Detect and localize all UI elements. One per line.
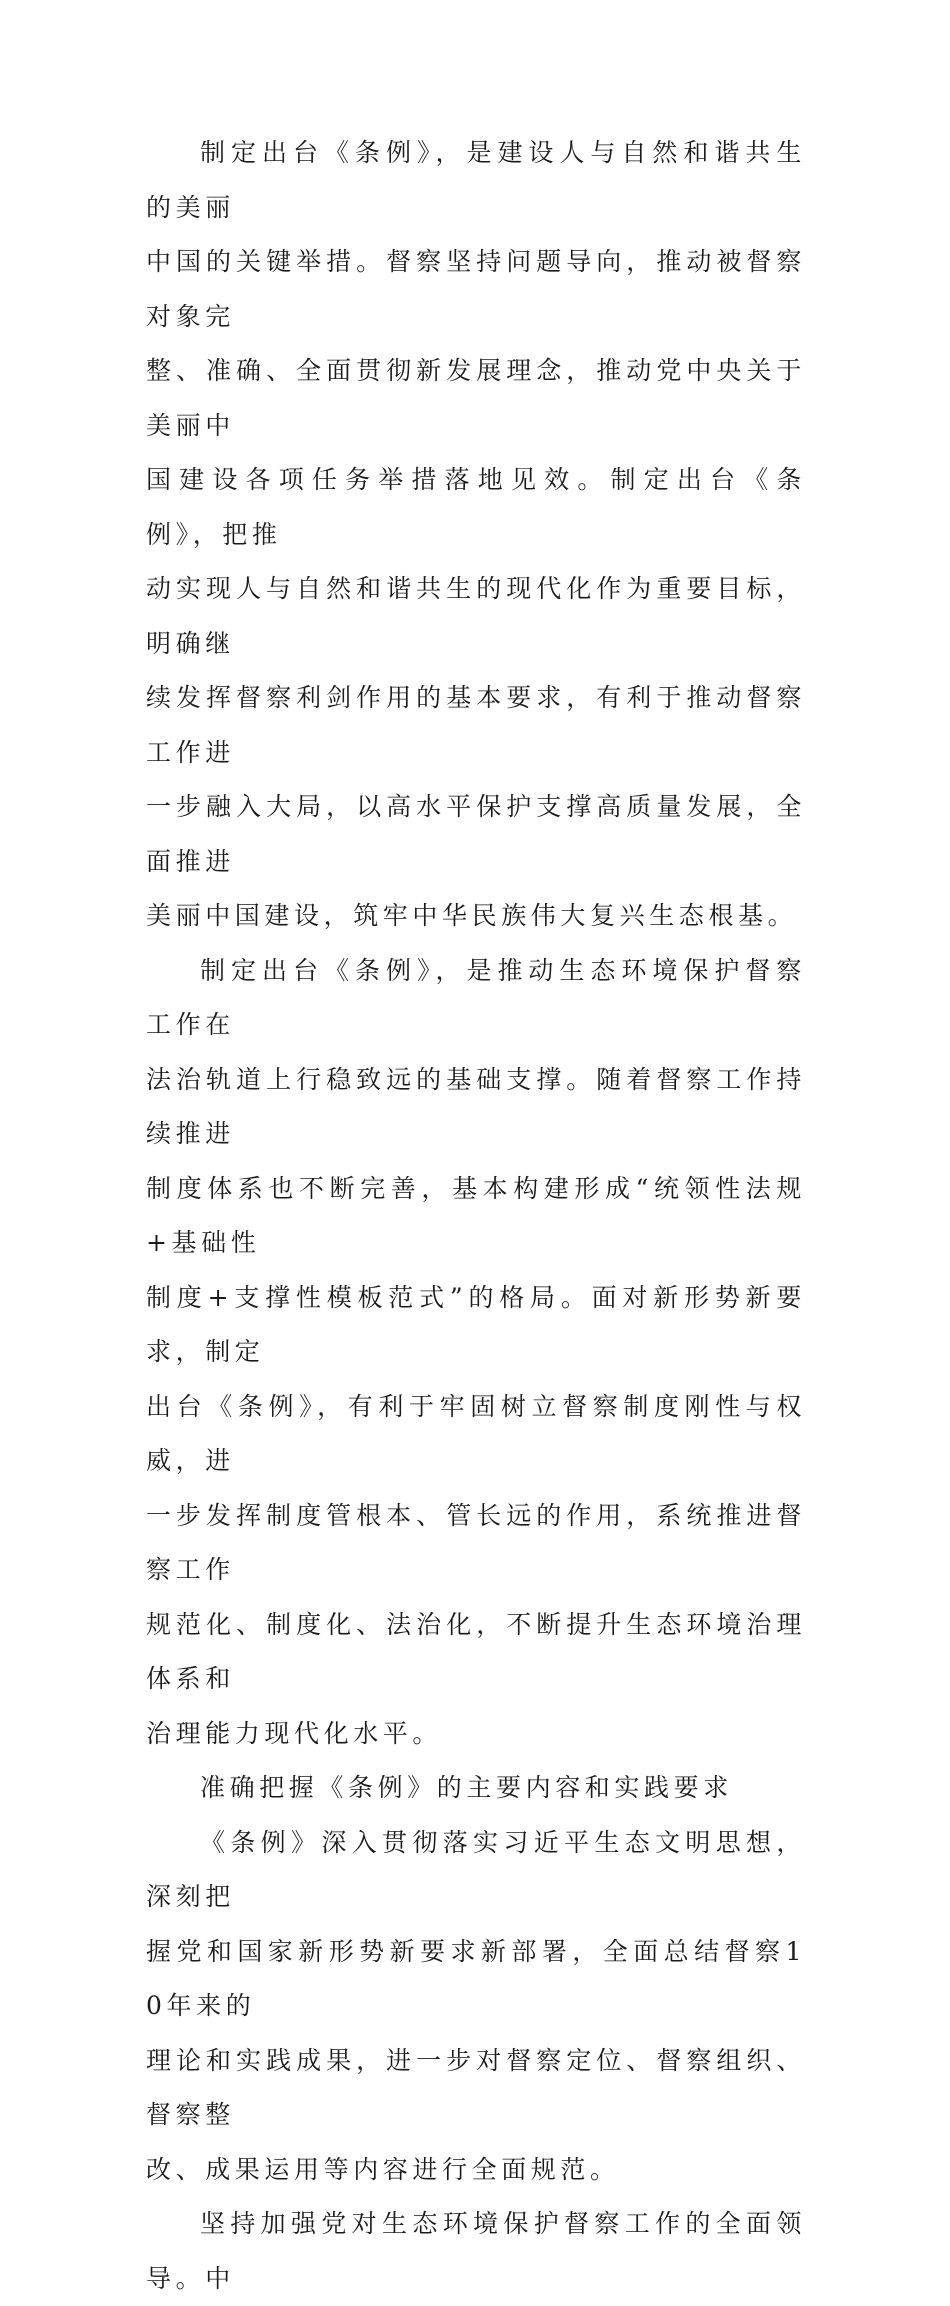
text-line: 制度+支撑性模板范式”的格局。面对新形势新要求，制定 [146, 1282, 806, 1366]
text-line: 整、准确、全面贯彻新发展理念，推动党中央关于美丽中 [146, 356, 806, 440]
text-line: 坚持加强党对生态环境保护督察工作的全面领导。中 [146, 2209, 806, 2293]
text-line: 出台《条例》，有利于牢固树立督察制度刚性与权威，进 [146, 1391, 806, 1475]
text-line: 《条例》深入贯彻落实习近平生态文明思想，深刻把 [146, 1827, 806, 1911]
text-line: 改、成果运用等内容进行全面规范。 [146, 2154, 620, 2184]
text-line: 理论和实践成果，进一步对督察定位、督察组织、督察整 [146, 2045, 806, 2129]
text-line: 续发挥督察利剑作用的基本要求，有利于推动督察工作进 [146, 683, 806, 767]
text-line: 制定出台《条例》，是建设人与自然和谐共生的美丽 [146, 138, 806, 222]
text-line: 制度体系也不断完善，基本构建形成“统领性法规+基础性 [146, 1173, 806, 1257]
text-line: 中国的关键举措。督察坚持问题导向，推动被督察对象完 [146, 247, 806, 331]
document-body [146, 126, 806, 2306]
text-line: 一步发挥制度管根本、管长远的作用，系统推进督察工作 [146, 1500, 806, 1584]
text-line: 准确把握《条例》的主要内容和实践要求 [200, 1773, 733, 1802]
text-line: 治理能力现代化水平。 [146, 1718, 443, 1748]
section-heading [146, 1761, 806, 1816]
paragraph-2 [146, 944, 806, 1762]
text-line: 规范化、制度化、法治化，不断提升生态环境治理体系和 [146, 1609, 806, 1693]
paragraph-3 [146, 1816, 806, 2198]
text-line: 动实现人与自然和谐共生的现代化作为重要目标，明确继 [146, 574, 806, 658]
text-line: 握党和国家新形势新要求新部署，全面总结督察10年来的 [146, 1936, 806, 2020]
paragraph-1 [146, 126, 806, 944]
paragraph-4 [146, 2197, 806, 2306]
text-line: 制定出台《条例》，是推动生态环境保护督察工作在 [146, 955, 806, 1039]
text-line: 法治轨道上行稳致远的基础支撑。随着督察工作持续推进 [146, 1064, 806, 1148]
text-line: 一步融入大局，以高水平保护支撑高质量发展，全面推进 [146, 792, 806, 876]
text-line: 美丽中国建设，筑牢中华民族伟大复兴生态根基。 [146, 901, 798, 930]
text-line: 国建设各项任务举措落地见效。制定出台《条例》，把推 [146, 465, 806, 549]
